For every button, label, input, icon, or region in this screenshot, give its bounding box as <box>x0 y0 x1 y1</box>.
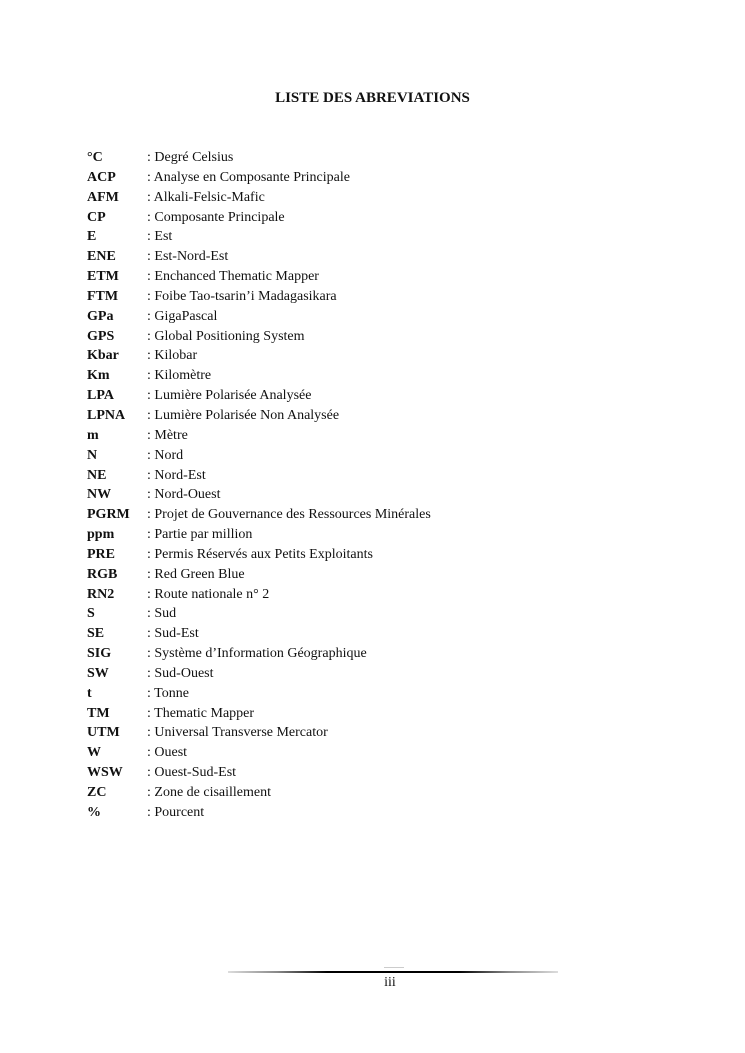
abbreviation: CP <box>87 209 106 225</box>
footer-decoration <box>384 967 404 968</box>
abbreviation: UTM <box>87 725 120 741</box>
page-title <box>0 90 745 107</box>
definition: : Ouest <box>147 745 188 761</box>
definition: : Projet de Gouvernance des Ressources Minérales <box>147 507 431 523</box>
abbreviation: NW <box>87 487 112 503</box>
abbreviation: ZC <box>87 785 107 800</box>
page-number: iii <box>384 975 396 990</box>
definition: : Mètre <box>147 427 188 443</box>
abbreviation: ETM <box>87 269 119 285</box>
definition: : Foibe Tao-tsarin’i Madagasikara <box>147 288 337 304</box>
abbreviation: SIG <box>87 646 112 662</box>
definition: : Lumière Polarisée Non Analysée <box>147 407 340 423</box>
abbreviation: GPa <box>87 308 114 324</box>
definition: : Degré Celsius <box>147 150 234 165</box>
abbreviation: % <box>87 804 101 820</box>
definition: : Lumière Polarisée Analysée <box>147 388 312 404</box>
abbreviation: W <box>87 745 101 761</box>
abbreviation: LPA <box>87 388 114 404</box>
abbreviation: WSW <box>87 765 123 781</box>
definition: : Nord <box>147 447 184 463</box>
abbreviation: PGRM <box>87 507 130 523</box>
abbreviation: ACP <box>87 169 116 185</box>
definition: : Red Green Blue <box>147 566 245 582</box>
definition: : Global Positioning System <box>147 328 305 344</box>
definition: : Kilobar <box>147 348 198 364</box>
definition: : Est <box>147 229 173 245</box>
definition: : Enchanced Thematic Mapper <box>147 269 319 285</box>
abbreviation: SW <box>87 665 109 681</box>
definition: : Kilomètre <box>147 368 212 384</box>
definition: : Alkali-Felsic-Mafic <box>147 189 265 205</box>
abbreviation: FTM <box>87 288 119 304</box>
definition: : Analyse en Composante Principale <box>147 169 350 185</box>
abbreviation: PRE <box>87 546 115 562</box>
abbreviation: t <box>87 685 92 701</box>
definition: : Ouest-Sud-Est <box>147 765 237 781</box>
definition: : Permis Réservés aux Petits Exploitants <box>147 546 373 562</box>
abbreviation: GPS <box>87 328 115 344</box>
abbreviation: m <box>87 427 99 443</box>
abbreviation: ppm <box>87 527 115 543</box>
definition: : Sud-Est <box>147 626 199 642</box>
abbreviation: RN2 <box>87 586 115 602</box>
abbreviation: AFM <box>87 189 119 205</box>
definition: : Tonne <box>147 685 189 701</box>
abbreviation: RGB <box>87 566 118 582</box>
definition: : Système d’Information Géographique <box>147 646 367 662</box>
definition: : Partie par million <box>147 527 253 543</box>
abbreviation: ENE <box>87 249 116 265</box>
abbreviation: E <box>87 229 97 245</box>
abbreviation: TM <box>87 705 110 721</box>
definition: : Nord-Est <box>147 467 206 483</box>
abbreviation: Km <box>87 368 110 384</box>
abbreviation: N <box>87 447 98 463</box>
page-title-text: LISTE DES ABREVIATIONS <box>275 90 470 106</box>
footer-divider <box>228 971 558 973</box>
abbreviation: LPNA <box>87 407 126 423</box>
abbreviation: NE <box>87 467 107 483</box>
definition: : Sud-Ouest <box>147 665 214 681</box>
abbreviation: SE <box>87 626 105 642</box>
abbreviation: S <box>87 606 95 622</box>
definition: : Zone de cisaillement <box>147 785 272 800</box>
definition: : Nord-Ouest <box>147 487 221 503</box>
abbreviation: Kbar <box>87 348 119 364</box>
definition: : GigaPascal <box>147 308 218 324</box>
definition: : Universal Transverse Mercator <box>147 725 328 741</box>
definition: : Sud <box>147 606 177 622</box>
abbreviation: °C <box>87 150 103 165</box>
definition: : Thematic Mapper <box>147 705 255 721</box>
definition: : Composante Principale <box>147 209 285 225</box>
definition: : Est-Nord-Est <box>147 249 229 265</box>
definition: : Route nationale n° 2 <box>147 586 270 602</box>
definition: : Pourcent <box>147 804 205 820</box>
